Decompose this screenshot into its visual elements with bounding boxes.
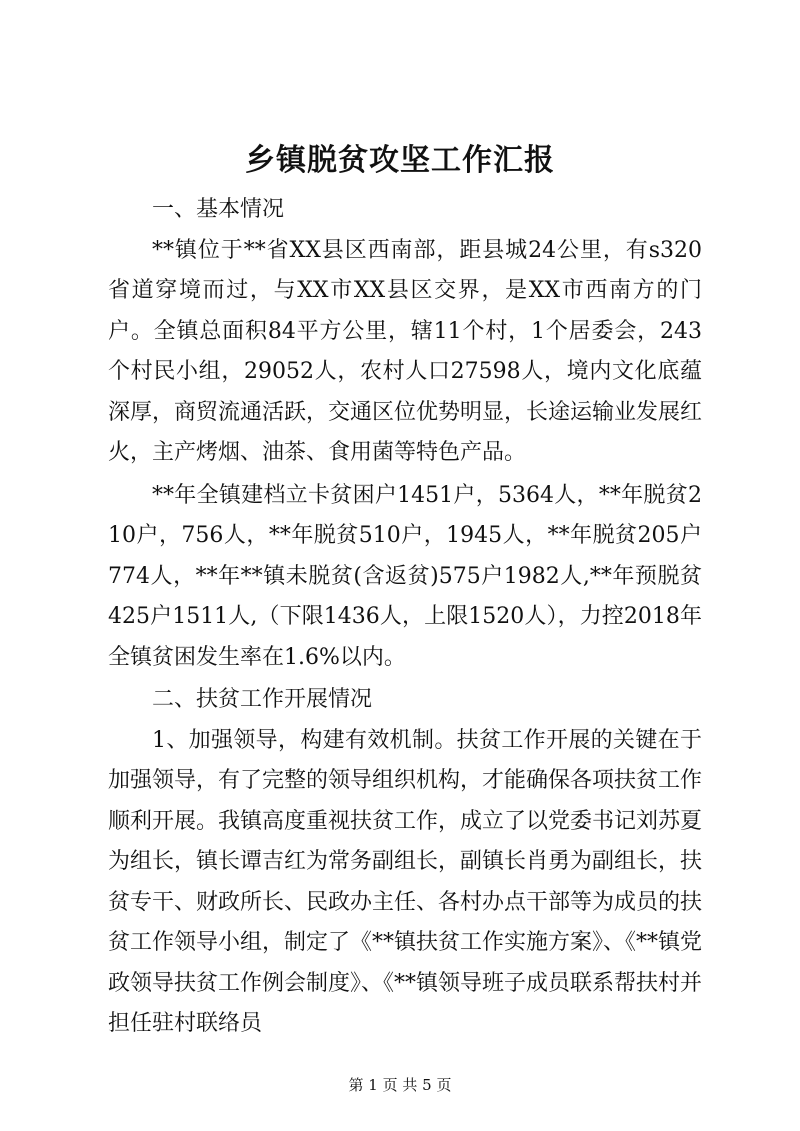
page-footer: 第 1 页 共 5 页 — [348, 1076, 452, 1094]
paragraph-town-overview: **镇位于**省XX县区西南部，距县城24公里，有s320省道穿境而过，与XX市XX县区交界，是XX市西南方的门户。全镇总面积84平方公里，辖11个村，1个居委会，243个村民小组，29052人，农村人口27598人，境内文化底蕴深厚，商贸流通活跃，交通区位优势明显，长途运输业发展红火，主产烤烟、油茶、食用菌等特色产品。 — [108, 237, 703, 465]
paragraph-poverty-statistics: **年全镇建档立卡贫困户1451户，5364人，**年脱贫210户，756人，**年脱贫510户，1945人，**年脱贫205户774人，**年**镇未脱贫(含返贫)575户1982人,**年预脱贫425户1511人,（下限1436人，上限1520人），力控2018年全镇贫困发生率在1.6%以内。 — [108, 482, 702, 670]
section-heading-basic-situation: 一、基本情况 — [152, 197, 285, 222]
document-title: 乡镇脱贫攻坚工作汇报 — [245, 143, 555, 178]
document-body — [108, 190, 702, 1045]
section-heading-work-progress: 二、扶贫工作开展情况 — [152, 687, 373, 712]
paragraph-leadership-mechanism: 1、加强领导，构建有效机制。扶贫工作开展的关键在于加强领导，有了完整的领导组织机构，才能确保各项扶贫工作顺利开展。我镇高度重视扶贫工作，成立了以党委书记刘苏夏为组长，镇长谭吉红为常务副组长，副镇长肖勇为副组长，扶贫专干、财政所长、民政办主任、各村办点干部等为成员的扶贫工作领导小组，制定了《**镇扶贫工作实施方案》、《**镇党政领导扶贫工作例会制度》、《**镇领导班子成员联系帮扶村并担任驻村联络员 — [108, 727, 703, 1036]
